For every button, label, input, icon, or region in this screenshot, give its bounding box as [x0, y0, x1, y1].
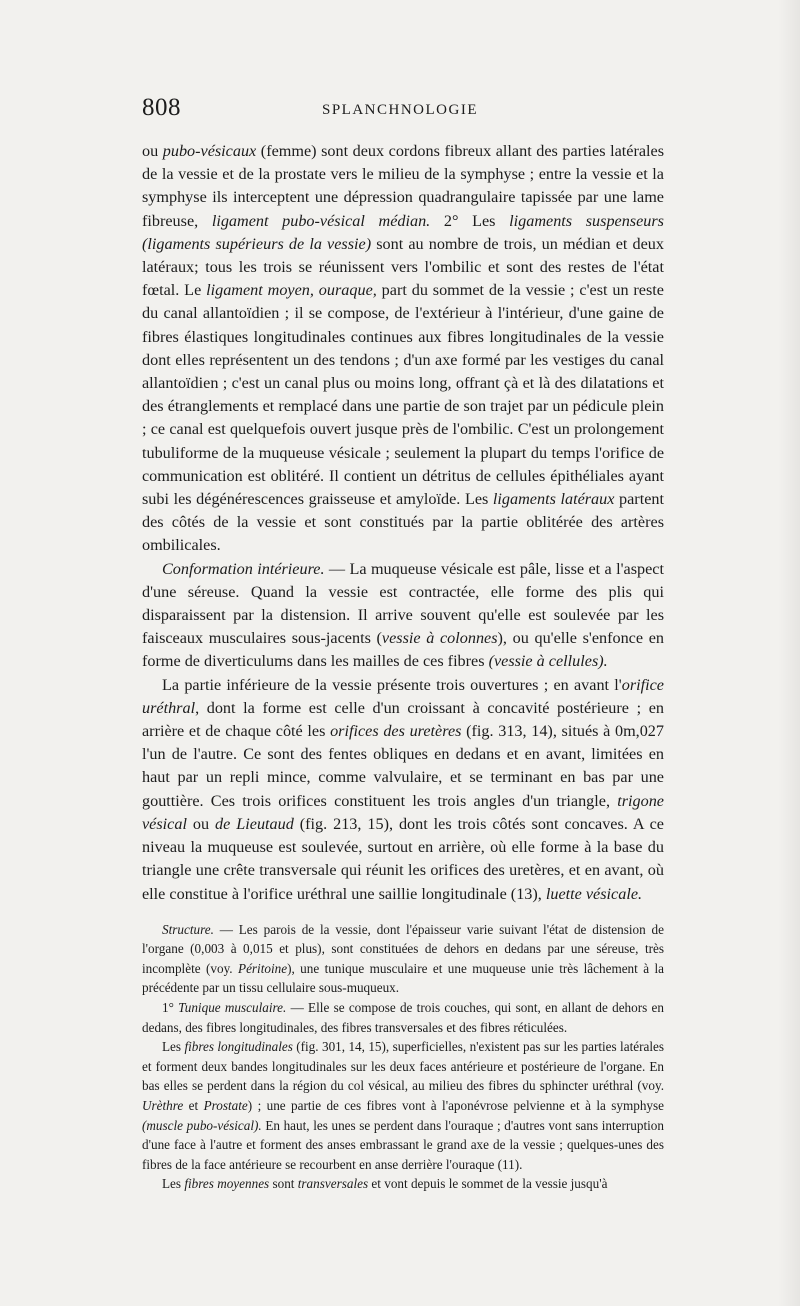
text-run: partent des côtés de la vessie et sont constitués par la partie oblitérée des artères ombilicales. — [142, 490, 664, 555]
paragraph-fibres-moyennes — [142, 1174, 664, 1194]
italic-run: fibres moyennes — [184, 1176, 270, 1192]
italic-run: Prostate — [203, 1098, 248, 1114]
text-run: 1° — [162, 1000, 179, 1016]
text-run: (fig. 313, 14), situés à 0m,027 l'un de l'autre. Ce sont des fentes obliques en dedans et en avant, limitées en haut par un repli mince, comme valvulaire, et se terminant en bas par une gouttière. Ces trois orifices constituent les trois angles d'un triangle, — [142, 722, 664, 810]
text-run: ) ; une partie de ces fibres vont à l'aponévrose pelvienne et à la symphyse — [247, 1098, 664, 1114]
italic-run: fibres longitudinales — [184, 1039, 293, 1055]
text-run: et — [183, 1098, 204, 1114]
small-print-text — [142, 920, 664, 1194]
text-run: 2° Les — [430, 211, 510, 230]
text-run: sont au nombre de trois, un médian et deux latéraux; tous les trois se réunissent vers l'ombilic et sont des restes de l'état fœtal. Le — [142, 234, 664, 300]
paragraph-structure — [142, 920, 664, 998]
text-run: part du sommet de la vessie ; c'est un reste du canal allantoïdien ; il se compose, de l'extérieur à l'intérieur, d'une gaine de fibres élastiques longitudinales continues aux fibres longitudinales de la vessie dont elles représentent un des tendons ; d'un axe formé par les vestiges du canal allantoïdien ; c'est un canal plus ou moins long, offrant çà et là des dilatations et des étranglements et remplacé dans une partie de son trajet par un pédicule plein ; ce canal est quelquefois ouvert jusque près de l'ombilic. C'est un prolongement tubuliforme de la muqueuse vésicale ; seulement la plupart du temps l'orifice de communication est oblitéré. Il contient un détritus de cellules épithéliales ayant subi les dégénérescences graisseuse et amyloïde. Les — [142, 281, 664, 509]
italic-run: Péritoine — [238, 960, 288, 976]
text-run: (fig. 301, 14, 15), superficielles, n'existent pas sur les parties latérales et forment deux bandes longitudinales sur les deux faces antérieure et postérieure de l'organe. En bas elles se perdent dans la région du col vésical, au milieu des fibres du sphincter uréthral (voy. — [142, 1039, 664, 1094]
italic-run: pubo-vésicaux — [162, 142, 257, 160]
page-number: 808 — [142, 94, 181, 121]
italic-run: ligament pubo-vésical médian. — [211, 211, 431, 230]
text-run: , dont la forme est celle d'un croissant à concavité postérieure ; en arrière et de chaque côté les — [142, 698, 664, 741]
italic-run: ligament moyen, ouraque, — [206, 281, 377, 300]
italic-run: transversales — [297, 1176, 369, 1192]
text-run: ), ou qu'elle s'enfonce en forme de diverticulums dans les mailles de ces fibres — [142, 629, 664, 671]
text-run: Les — [162, 1176, 185, 1192]
paragraph-conformation — [142, 558, 664, 674]
text-run: — La muqueuse vésicale est pâle, lisse et a l'aspect d'une séreuse. Quand la vessie est contractée, elle forme des plis qui disparaissent par la distension. Il arrive souvent qu'elle est soulevée par les faisceaux musculaires sous-jacents ( — [142, 559, 664, 648]
text-run: (fig. 213, 15), dont les trois côtés sont concaves. A ce niveau la muqueuse est soulevée, surtout en arrière, où elle forme à la base du triangle une crête transversale qui réunit les orifices des uretères, et en avant, où elle constitue à l'orifice uréthral une saillie longitudinale (13), — [142, 814, 664, 903]
text-run: ou — [186, 814, 216, 833]
text-run: et vont depuis le sommet de la vessie jusqu'à — [368, 1176, 608, 1192]
text-run: La partie inférieure de la vessie présente trois ouvertures ; en avant l' — [162, 675, 622, 694]
italic-run: (muscle pubo-vésical). — [142, 1117, 262, 1133]
text-run: — Elle se compose de trois couches, qui sont, en allant de dehors en dedans, des fibres longitudinales, des fibres transversales et des fibres réticulées. — [142, 1000, 664, 1035]
paragraph-ligaments — [142, 140, 664, 558]
text-run: Les — [162, 1039, 185, 1055]
paragraph-orifices — [142, 674, 664, 906]
italic-run: orifice uréthral — [142, 675, 664, 717]
text-run: En haut, les unes se perdent dans l'ouraque ; d'autres vont sans interruption d'une face à l'autre et forment des anses embrassant le grand axe de la vessie ; quelques-unes des fibres de la face antérieure se recourbent en anse derrière l'ouraque (11). — [142, 1117, 664, 1172]
italic-run: Tunique musculaire. — [178, 1000, 287, 1016]
paragraph-tunique-musculaire — [142, 998, 664, 1037]
italic-run: luette vésicale. — [545, 884, 643, 903]
text-run: (femme) sont deux cordons fibreux allant des parties latérales de la vessie et de la prostate vers le milieu de la symphyse ; entre la vessie et la symphyse ils interceptent une dépression quadrangulaire tapissée par une lame fibreuse, — [142, 142, 664, 230]
italic-run: Urèthre — [142, 1098, 184, 1114]
main-text — [142, 140, 664, 906]
page-edge-shadow — [778, 0, 800, 1306]
paragraph-fibres-longitudinales — [142, 1037, 664, 1174]
text-run: ), une tunique musculaire et une muqueuse unie très lâchement à la précédente par un tissu cellulaire sous-muqueux. — [142, 960, 664, 996]
running-title: SPLANCHNOLOGIE — [322, 102, 478, 118]
running-head — [142, 94, 662, 134]
italic-run: ligaments latéraux — [492, 490, 615, 509]
italic-run: Structure. — [162, 921, 214, 937]
italic-run: vessie à colonnes — [381, 629, 498, 648]
italic-run: trigone vésical — [142, 791, 664, 833]
italic-run: de Lieutaud — [215, 814, 294, 833]
italic-run: orifices des uretères — [330, 722, 462, 741]
italic-run: ligaments suspenseurs (ligaments supérieurs de la vessie) — [142, 211, 664, 253]
text-run: sont — [269, 1176, 298, 1192]
text-body — [142, 140, 664, 1194]
italic-run: (vessie à cellules). — [488, 652, 608, 671]
italic-run: Conformation intérieure. — [162, 559, 325, 578]
text-run: ou — [142, 142, 163, 160]
text-run: — Les parois de la vessie, dont l'épaisseur varie suivant l'état de distension de l'organe (0,003 à 0,015 et plus), sont constituées de dehors en dedans par une séreuse, très incomplète (voy. — [142, 921, 664, 976]
